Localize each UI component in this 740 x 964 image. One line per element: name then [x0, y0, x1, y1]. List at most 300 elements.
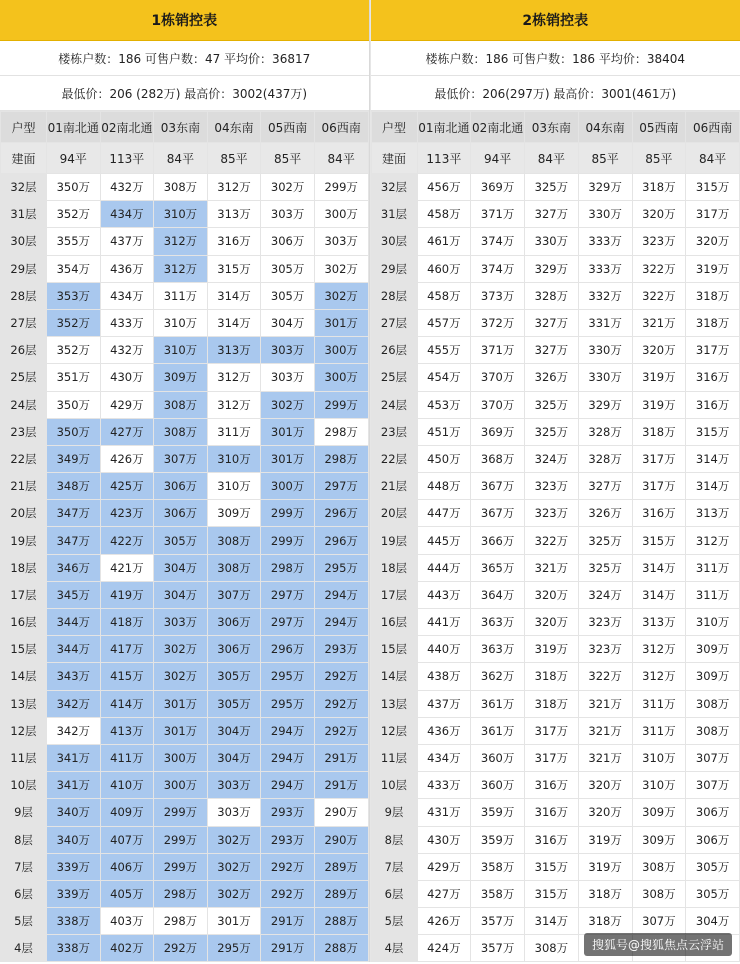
price-cell: 327万 — [525, 337, 579, 364]
price-cell: 320万 — [525, 581, 579, 608]
price-cell: 322万 — [632, 282, 686, 309]
floor-label: 29层 — [371, 255, 417, 282]
area-cell: 113平 — [417, 143, 471, 174]
price-cell-sold: 295万 — [314, 554, 368, 581]
floor-row — [1, 201, 369, 228]
price-cell: 437万 — [100, 228, 154, 255]
unit-header: 03东南 — [154, 112, 208, 143]
price-cell: 450万 — [417, 445, 471, 472]
area-label: 建面 — [1, 143, 47, 174]
price-cell-sold: 294万 — [314, 609, 368, 636]
floor-label: 25层 — [371, 364, 417, 391]
price-cell-sold: 417万 — [100, 636, 154, 663]
floor-row — [371, 473, 740, 500]
price-cell: 355万 — [47, 228, 101, 255]
price-cell-sold: 344万 — [47, 636, 101, 663]
price-cell: 303万 — [314, 228, 368, 255]
floor-row — [1, 391, 369, 418]
price-cell-sold: 292万 — [154, 935, 208, 962]
floor-row — [1, 554, 369, 581]
floor-row — [1, 772, 369, 799]
price-cell-sold: 301万 — [261, 418, 315, 445]
floor-label: 15层 — [1, 636, 47, 663]
price-cell-sold: 341万 — [47, 772, 101, 799]
price-cell: 305万 — [686, 853, 740, 880]
floor-row — [371, 880, 740, 907]
price-cell: 332万 — [578, 282, 632, 309]
price-cell: 316万 — [525, 772, 579, 799]
floor-label: 28层 — [371, 282, 417, 309]
watermark-label: 搜狐号@搜狐焦点云浮站 — [584, 933, 732, 956]
floor-row — [1, 853, 369, 880]
unit-header-row — [371, 112, 740, 143]
price-cell-sold: 288万 — [314, 935, 368, 962]
price-cell-sold: 353万 — [47, 282, 101, 309]
price-cell: 312万 — [207, 391, 261, 418]
price-cell: 359万 — [471, 826, 525, 853]
price-cell: 431万 — [417, 799, 471, 826]
price-cell: 323万 — [525, 473, 579, 500]
price-cell: 458万 — [417, 201, 471, 228]
price-cell: 429万 — [100, 391, 154, 418]
price-cell: 445万 — [417, 527, 471, 554]
price-cell: 305万 — [261, 282, 315, 309]
price-cell: 311万 — [686, 554, 740, 581]
floor-row — [371, 799, 740, 826]
price-cell: 437万 — [417, 690, 471, 717]
price-cell-sold: 307万 — [207, 581, 261, 608]
price-cell-sold: 307万 — [154, 445, 208, 472]
price-cell-sold: 306万 — [154, 473, 208, 500]
price-cell-sold: 298万 — [154, 880, 208, 907]
price-cell: 318万 — [686, 309, 740, 336]
price-cell-sold: 305万 — [207, 690, 261, 717]
price-cell-sold: 308万 — [154, 418, 208, 445]
price-cell: 433万 — [100, 309, 154, 336]
unit-type-label: 户型 — [371, 112, 417, 143]
area-cell: 85平 — [261, 143, 315, 174]
area-row — [1, 143, 369, 174]
price-cell: 314万 — [632, 581, 686, 608]
floor-row — [371, 364, 740, 391]
price-cell-sold: 293万 — [314, 636, 368, 663]
price-cell: 309万 — [207, 500, 261, 527]
price-cell: 363万 — [471, 609, 525, 636]
floor-label: 14层 — [371, 663, 417, 690]
floor-label: 8层 — [1, 826, 47, 853]
price-cell: 434万 — [100, 282, 154, 309]
price-cell: 330万 — [578, 337, 632, 364]
price-cell: 321万 — [578, 690, 632, 717]
price-cell: 361万 — [471, 717, 525, 744]
price-cell: 432万 — [100, 337, 154, 364]
price-cell: 371万 — [471, 337, 525, 364]
price-cell: 290万 — [314, 799, 368, 826]
price-cell-sold: 338万 — [47, 908, 101, 935]
price-cell: 323万 — [525, 500, 579, 527]
price-cell: 370万 — [471, 364, 525, 391]
floor-label: 18层 — [1, 554, 47, 581]
price-cell: 367万 — [471, 500, 525, 527]
price-cell: 316万 — [525, 799, 579, 826]
price-cell-sold: 339万 — [47, 880, 101, 907]
floor-label: 11层 — [371, 744, 417, 771]
price-cell: 361万 — [471, 690, 525, 717]
building2-summary: 楼栋户数：186 可售户数：186 平均价：38404 — [371, 41, 740, 76]
price-cell-sold: 292万 — [261, 880, 315, 907]
price-cell: 305万 — [686, 880, 740, 907]
price-cell-sold: 298万 — [314, 445, 368, 472]
price-cell-sold: 299万 — [154, 826, 208, 853]
price-cell: 320万 — [686, 228, 740, 255]
price-cell: 308万 — [686, 717, 740, 744]
price-cell-sold: 294万 — [314, 581, 368, 608]
price-cell-sold: 304万 — [207, 717, 261, 744]
price-cell-sold: 405万 — [100, 880, 154, 907]
price-cell-sold: 344万 — [47, 609, 101, 636]
floor-label: 13层 — [371, 690, 417, 717]
price-cell-sold: 302万 — [154, 636, 208, 663]
price-cell: 313万 — [632, 609, 686, 636]
price-cell: 302万 — [314, 255, 368, 282]
price-cell: 354万 — [47, 255, 101, 282]
floor-label: 6层 — [1, 880, 47, 907]
price-cell-sold: 406万 — [100, 853, 154, 880]
price-cell: 318万 — [632, 418, 686, 445]
price-cell: 352万 — [47, 337, 101, 364]
floor-row — [1, 527, 369, 554]
price-cell: 436万 — [417, 717, 471, 744]
price-cell: 314万 — [207, 282, 261, 309]
price-cell: 320万 — [525, 609, 579, 636]
price-cell: 319万 — [686, 255, 740, 282]
price-cell-sold: 295万 — [207, 935, 261, 962]
price-cell-sold: 427万 — [100, 418, 154, 445]
price-cell: 319万 — [578, 853, 632, 880]
floor-label: 23层 — [1, 418, 47, 445]
price-cell: 316万 — [686, 391, 740, 418]
price-cell-sold: 291万 — [314, 772, 368, 799]
price-cell-sold: 300万 — [314, 337, 368, 364]
building2-price-range: 最低价：206(297万) 最高价：3001(461万) — [371, 76, 740, 111]
price-cell: 329万 — [578, 391, 632, 418]
price-cell-sold: 419万 — [100, 581, 154, 608]
price-cell: 363万 — [471, 636, 525, 663]
floor-label: 9层 — [371, 799, 417, 826]
area-row — [371, 143, 740, 174]
floor-row — [371, 554, 740, 581]
price-cell-sold: 303万 — [207, 772, 261, 799]
floor-label: 21层 — [1, 473, 47, 500]
price-cell: 314万 — [207, 309, 261, 336]
floor-row — [1, 337, 369, 364]
area-cell: 84平 — [154, 143, 208, 174]
price-cell: 327万 — [578, 473, 632, 500]
price-cell: 316万 — [632, 500, 686, 527]
floor-label: 15层 — [371, 636, 417, 663]
price-cell: 367万 — [471, 473, 525, 500]
price-cell-sold: 302万 — [207, 826, 261, 853]
floor-row — [1, 500, 369, 527]
floor-row — [1, 364, 369, 391]
price-cell: 318万 — [578, 908, 632, 935]
price-cell: 365万 — [471, 554, 525, 581]
price-cell: 359万 — [471, 799, 525, 826]
floor-label: 4层 — [371, 935, 417, 962]
price-cell-sold: 294万 — [261, 744, 315, 771]
floor-row — [371, 690, 740, 717]
area-cell: 85平 — [207, 143, 261, 174]
price-cell-sold: 293万 — [261, 826, 315, 853]
price-cell: 330万 — [578, 201, 632, 228]
price-cell-sold: 297万 — [261, 581, 315, 608]
price-cell-sold: 306万 — [154, 500, 208, 527]
unit-header: 04东南 — [578, 112, 632, 143]
price-cell: 364万 — [471, 581, 525, 608]
price-cell-sold: 290万 — [314, 826, 368, 853]
building2-title: 2栋销控表 — [371, 0, 740, 41]
price-cell: 441万 — [417, 609, 471, 636]
price-cell: 366万 — [471, 527, 525, 554]
price-cell: 307万 — [632, 908, 686, 935]
floor-label: 10层 — [1, 772, 47, 799]
price-cell: 303万 — [207, 799, 261, 826]
price-cell-sold: 302万 — [207, 853, 261, 880]
price-cell: 311万 — [154, 282, 208, 309]
price-cell-sold: 301万 — [154, 717, 208, 744]
price-cell: 303万 — [261, 201, 315, 228]
price-cell-sold: 299万 — [154, 853, 208, 880]
price-cell: 308万 — [154, 174, 208, 201]
price-cell: 319万 — [578, 826, 632, 853]
floor-label: 26层 — [1, 337, 47, 364]
area-cell: 94平 — [471, 143, 525, 174]
floor-label: 23层 — [371, 418, 417, 445]
price-cell: 307万 — [686, 744, 740, 771]
floor-label: 26层 — [371, 337, 417, 364]
floor-label: 21层 — [371, 473, 417, 500]
price-cell: 315万 — [525, 880, 579, 907]
price-cell-sold: 308万 — [207, 527, 261, 554]
price-cell-sold: 293万 — [261, 799, 315, 826]
price-cell: 311万 — [632, 717, 686, 744]
price-cell-sold: 312万 — [154, 255, 208, 282]
floor-row — [1, 581, 369, 608]
price-cell-sold: 310万 — [154, 201, 208, 228]
price-cell-sold: 292万 — [314, 690, 368, 717]
floor-label: 17层 — [1, 581, 47, 608]
floor-label: 22层 — [1, 445, 47, 472]
price-cell: 306万 — [686, 799, 740, 826]
price-cell-sold: 402万 — [100, 935, 154, 962]
price-cell: 350万 — [47, 174, 101, 201]
price-cell-sold: 425万 — [100, 473, 154, 500]
price-cell-sold: 300万 — [261, 473, 315, 500]
price-cell: 352万 — [47, 201, 101, 228]
price-cell: 314万 — [686, 473, 740, 500]
price-cell: 318万 — [632, 174, 686, 201]
price-cell: 312万 — [686, 527, 740, 554]
price-cell: 318万 — [686, 282, 740, 309]
floor-row — [1, 418, 369, 445]
price-cell: 315万 — [686, 418, 740, 445]
price-cell: 436万 — [100, 255, 154, 282]
area-cell: 84平 — [686, 143, 740, 174]
price-cell-sold: 300万 — [154, 744, 208, 771]
building1-summary: 楼栋户数：186 可售户数：47 平均价：36817 — [0, 41, 369, 76]
price-cell: 305万 — [261, 255, 315, 282]
floor-row — [1, 636, 369, 663]
price-cell: 429万 — [417, 853, 471, 880]
price-cell-sold: 347万 — [47, 500, 101, 527]
price-cell: 308万 — [632, 880, 686, 907]
price-cell-sold: 304万 — [154, 581, 208, 608]
unit-header: 01南北通 — [47, 112, 101, 143]
floor-label: 24层 — [1, 391, 47, 418]
unit-header: 03东南 — [525, 112, 579, 143]
floor-row — [1, 880, 369, 907]
floor-label: 20层 — [371, 500, 417, 527]
price-cell-sold: 303万 — [154, 609, 208, 636]
price-cell: 322万 — [632, 255, 686, 282]
price-cell: 318万 — [578, 880, 632, 907]
price-cell: 312万 — [207, 174, 261, 201]
price-cell: 311万 — [632, 690, 686, 717]
price-cell: 313万 — [686, 500, 740, 527]
price-cell: 369万 — [471, 174, 525, 201]
price-cell-sold: 348万 — [47, 473, 101, 500]
price-cell-sold: 289万 — [314, 880, 368, 907]
price-cell: 301万 — [207, 908, 261, 935]
floor-row — [1, 690, 369, 717]
price-cell-sold: 343万 — [47, 663, 101, 690]
price-cell: 321万 — [578, 717, 632, 744]
floor-row — [1, 445, 369, 472]
price-cell-sold: 296万 — [314, 500, 368, 527]
price-cell: 317万 — [632, 445, 686, 472]
price-cell-sold: 352万 — [47, 309, 101, 336]
unit-header: 01南北通 — [417, 112, 471, 143]
price-cell-sold: 297万 — [314, 473, 368, 500]
price-cell: 333万 — [578, 255, 632, 282]
price-cell: 333万 — [578, 228, 632, 255]
price-cell-sold: 409万 — [100, 799, 154, 826]
price-cell: 322万 — [525, 527, 579, 554]
price-cell: 304万 — [686, 908, 740, 935]
price-cell: 320万 — [632, 201, 686, 228]
price-cell: 312万 — [632, 663, 686, 690]
price-cell: 327万 — [525, 201, 579, 228]
price-cell-sold: 296万 — [314, 527, 368, 554]
price-cell: 308万 — [632, 853, 686, 880]
price-cell-sold: 306万 — [207, 636, 261, 663]
building1-panel — [0, 0, 370, 962]
price-cell-sold: 288万 — [314, 908, 368, 935]
price-cell: 358万 — [471, 853, 525, 880]
price-cell: 430万 — [417, 826, 471, 853]
price-cell-sold: 304万 — [154, 554, 208, 581]
price-cell-sold: 414万 — [100, 690, 154, 717]
price-cell: 307万 — [686, 772, 740, 799]
price-cell: 433万 — [417, 772, 471, 799]
price-cell-sold: 349万 — [47, 445, 101, 472]
floor-row — [371, 826, 740, 853]
price-cell: 308万 — [525, 935, 579, 962]
price-cell-sold: 304万 — [207, 744, 261, 771]
floor-row — [371, 391, 740, 418]
floor-row — [371, 908, 740, 935]
price-cell: 369万 — [471, 418, 525, 445]
price-cell: 323万 — [578, 636, 632, 663]
area-cell: 84平 — [525, 143, 579, 174]
price-cell: 310万 — [632, 744, 686, 771]
price-cell: 444万 — [417, 554, 471, 581]
price-cell: 302万 — [261, 174, 315, 201]
price-cell-sold: 341万 — [47, 744, 101, 771]
price-cell: 323万 — [578, 609, 632, 636]
building2-table — [371, 111, 740, 962]
floor-row — [1, 663, 369, 690]
price-cell: 309万 — [686, 636, 740, 663]
price-cell-sold: 340万 — [47, 799, 101, 826]
price-cell: 403万 — [100, 908, 154, 935]
floor-label: 16层 — [371, 609, 417, 636]
floor-row — [371, 255, 740, 282]
price-cell: 374万 — [471, 228, 525, 255]
price-cell: 456万 — [417, 174, 471, 201]
floor-label: 27层 — [1, 309, 47, 336]
price-cell: 424万 — [417, 935, 471, 962]
price-cell: 315万 — [525, 853, 579, 880]
floor-label: 25层 — [1, 364, 47, 391]
price-cell-sold: 313万 — [207, 337, 261, 364]
price-cell-sold: 298万 — [261, 554, 315, 581]
area-label: 建面 — [371, 143, 417, 174]
price-cell: 427万 — [417, 880, 471, 907]
price-cell-sold: 308万 — [154, 391, 208, 418]
price-cell: 312万 — [632, 636, 686, 663]
price-cell: 321万 — [525, 554, 579, 581]
price-cell: 304万 — [261, 309, 315, 336]
price-cell: 300万 — [314, 201, 368, 228]
price-cell-sold: 300万 — [314, 364, 368, 391]
price-cell: 368万 — [471, 445, 525, 472]
floor-row — [1, 826, 369, 853]
floor-label: 11层 — [1, 744, 47, 771]
floor-label: 8层 — [371, 826, 417, 853]
price-cell: 328万 — [578, 418, 632, 445]
floor-row — [371, 663, 740, 690]
floor-label: 5层 — [1, 908, 47, 935]
unit-header: 05西南 — [261, 112, 315, 143]
price-cell: 360万 — [471, 744, 525, 771]
price-cell: 328万 — [578, 445, 632, 472]
price-cell: 309万 — [686, 663, 740, 690]
price-cell-sold: 291万 — [261, 908, 315, 935]
price-cell-sold: 302万 — [207, 880, 261, 907]
price-cell-sold: 299万 — [154, 799, 208, 826]
price-cell: 318万 — [525, 663, 579, 690]
price-cell: 331万 — [578, 309, 632, 336]
price-cell: 319万 — [632, 364, 686, 391]
price-cell: 306万 — [686, 826, 740, 853]
price-cell-sold: 407万 — [100, 826, 154, 853]
area-cell: 84平 — [314, 143, 368, 174]
area-cell: 113平 — [100, 143, 154, 174]
floor-label: 28层 — [1, 282, 47, 309]
floor-label: 32层 — [371, 174, 417, 201]
price-cell: 372万 — [471, 309, 525, 336]
